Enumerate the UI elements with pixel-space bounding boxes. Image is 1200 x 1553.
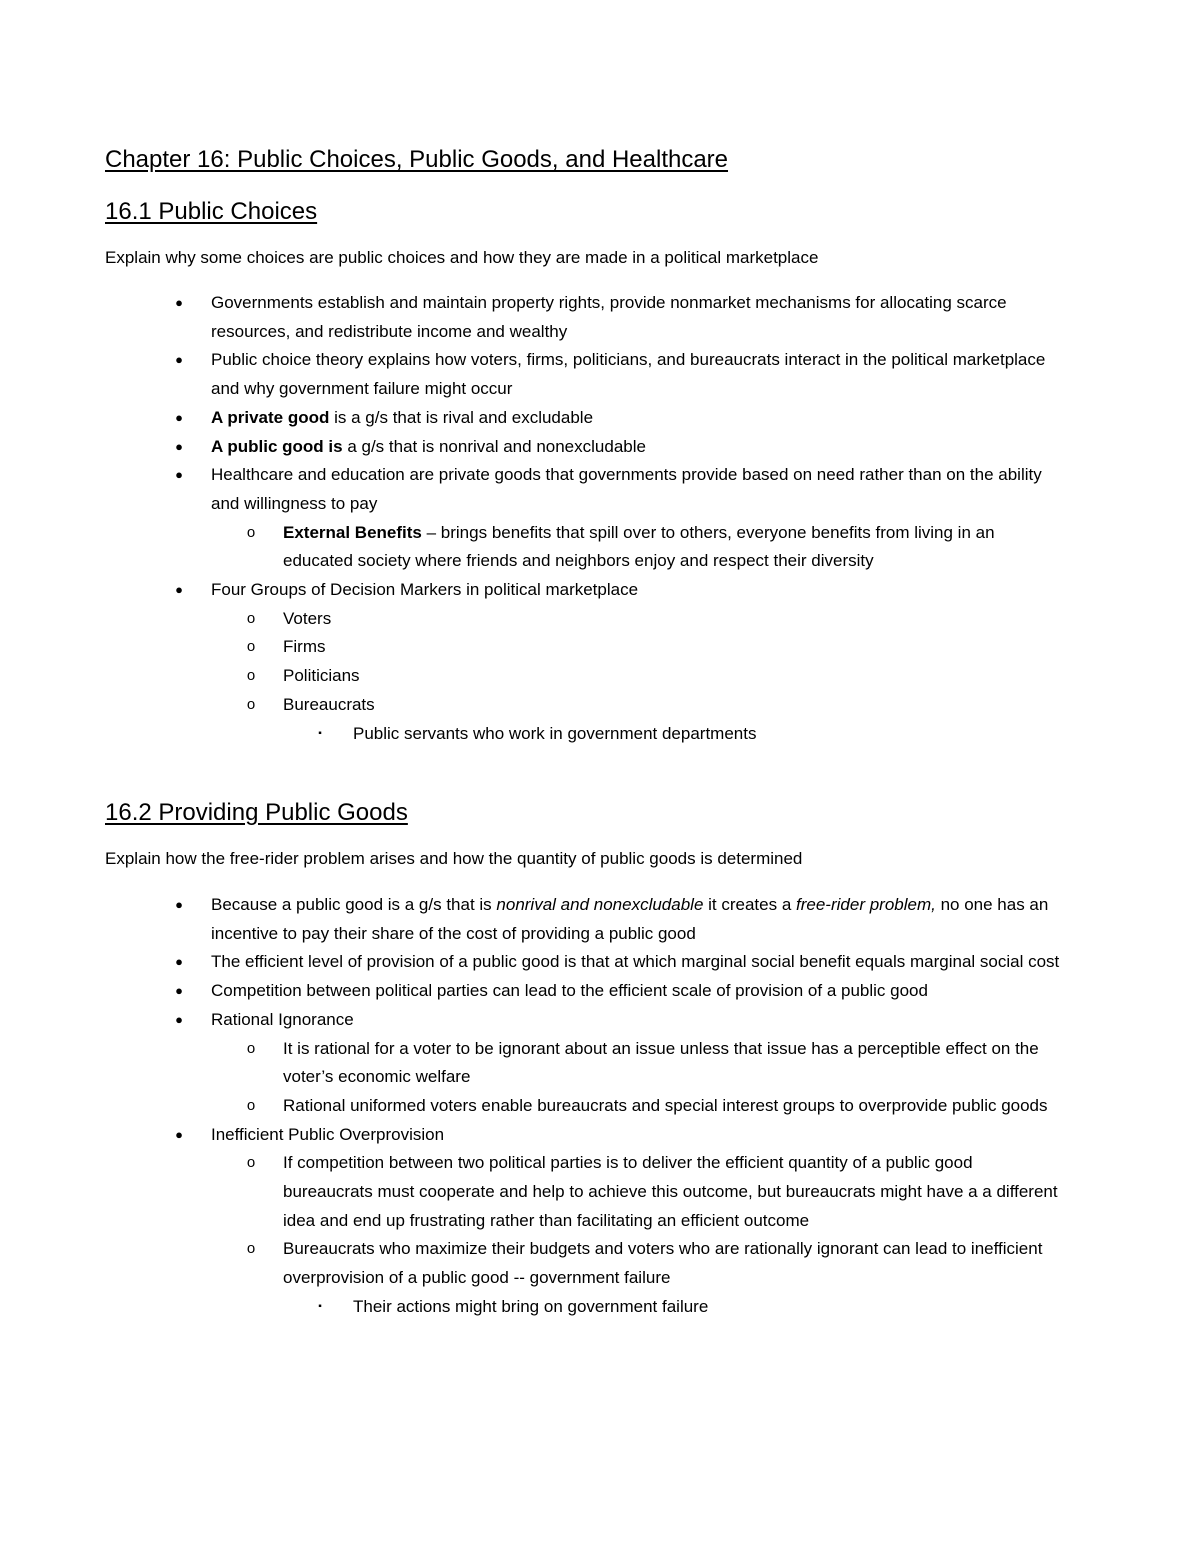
chapter-title: Chapter 16: Public Choices, Public Goods, and Healthcare	[105, 146, 729, 173]
list-item: ● A private good is a g/s that is rival and excludable	[0, 404, 1061, 433]
bullet-icon: ●	[175, 954, 183, 970]
list-item: ● Healthcare and education are private goods that governments provide based on need rather than on the ability and willingness to pay	[0, 461, 1061, 518]
list-item: o Bureaucrats	[0, 691, 1058, 720]
square-bullet-icon: ▪	[318, 1300, 322, 1312]
bullet-icon: ●	[175, 295, 183, 310]
list-item: ● A public good is a g/s that is nonrival and nonexcludable	[0, 433, 1061, 462]
circle-bullet-icon: o	[246, 1096, 256, 1114]
list-item: o Politicians	[0, 662, 1058, 691]
section-list-16-1	[0, 289, 1200, 748]
list-item: o Voters	[0, 605, 1058, 634]
list-item: o External Benefits – brings benefits that spill over to others, everyone benefits from living in an educated society where friends and neighbors enjoy and respect their diversity	[0, 519, 1058, 576]
section-intro-16-1: Explain why some choices are public choices and how they are made in a political marketplace	[105, 248, 819, 267]
list-item: ● Four Groups of Decision Markers in political marketplace	[0, 576, 1061, 605]
list-item: ● Competition between political parties can lead to the efficient scale of provision of a public good	[0, 977, 1091, 1006]
section-heading-16-1: 16.1 Public Choices	[105, 198, 318, 225]
bullet-icon: ●	[175, 983, 183, 999]
square-bullet-icon: ▪	[318, 727, 322, 739]
bullet-icon: ●	[175, 897, 183, 912]
list-item: o If competition between two political parties is to deliver the efficient quantity of a public good bureaucrats must cooperate and help to achieve this outcome, but bureaucrats might have a a different idea and end up frustrating rather than facilitating an efficient outcome	[0, 1149, 1058, 1235]
circle-bullet-icon: o	[246, 1154, 256, 1172]
circle-bullet-icon: o	[246, 695, 256, 713]
circle-bullet-icon: o	[246, 1240, 256, 1258]
list-item: o Firms	[0, 633, 1058, 662]
list-item: ▪ Their actions might bring on government failure	[0, 1293, 1053, 1322]
list-item: ● Because a public good is a g/s that is nonrival and nonexcludable it creates a free-rider problem, no one has an incentive to pay their share of the cost of providing a public good	[0, 891, 1061, 948]
circle-bullet-icon: o	[246, 609, 256, 627]
list-item: o Rational uniformed voters enable bureaucrats and special interest groups to overprovide public goods	[0, 1092, 1058, 1121]
circle-bullet-icon: o	[246, 1039, 256, 1057]
section-heading-16-2: 16.2 Providing Public Goods	[105, 799, 408, 826]
list-item: o Bureaucrats who maximize their budgets and voters who are rationally ignorant can lead to inefficient overprovision of a public good -- government failure	[0, 1235, 1058, 1292]
bullet-icon: ●	[175, 1011, 183, 1027]
list-item: ● The efficient level of provision of a public good is that at which marginal social benefit equals marginal social cost	[0, 948, 1061, 977]
bullet-icon: ●	[175, 1126, 183, 1142]
list-item: o It is rational for a voter to be ignorant about an issue unless that issue has a perceptible effect on the voter’s economic welfare	[0, 1035, 1058, 1092]
list-item: ▪ Public servants who work in government departments	[0, 720, 1053, 749]
section-intro-16-2: Explain how the free-rider problem arises and how the quantity of public goods is determined	[105, 849, 803, 868]
bullet-icon: ●	[175, 352, 183, 368]
bullet-icon: ●	[175, 467, 183, 483]
circle-bullet-icon: o	[246, 638, 256, 656]
bullet-icon: ●	[175, 438, 183, 454]
bullet-icon: ●	[175, 582, 183, 598]
circle-bullet-icon: o	[246, 523, 256, 541]
list-item: ● Governments establish and maintain property rights, provide nonmarket mechanisms for allocating scarce resources, and redistribute income and wealthy	[0, 289, 1061, 346]
circle-bullet-icon: o	[246, 667, 256, 685]
bullet-icon: ●	[175, 409, 183, 425]
list-item: ● Public choice theory explains how voters, firms, politicians, and bureaucrats interact in the political marketplace and why government failure might occur	[0, 346, 1061, 403]
section-list-16-2	[0, 891, 1200, 1322]
list-item: ● Inefficient Public Overprovision	[0, 1121, 1061, 1150]
list-item: ● Rational Ignorance	[0, 1006, 1061, 1035]
